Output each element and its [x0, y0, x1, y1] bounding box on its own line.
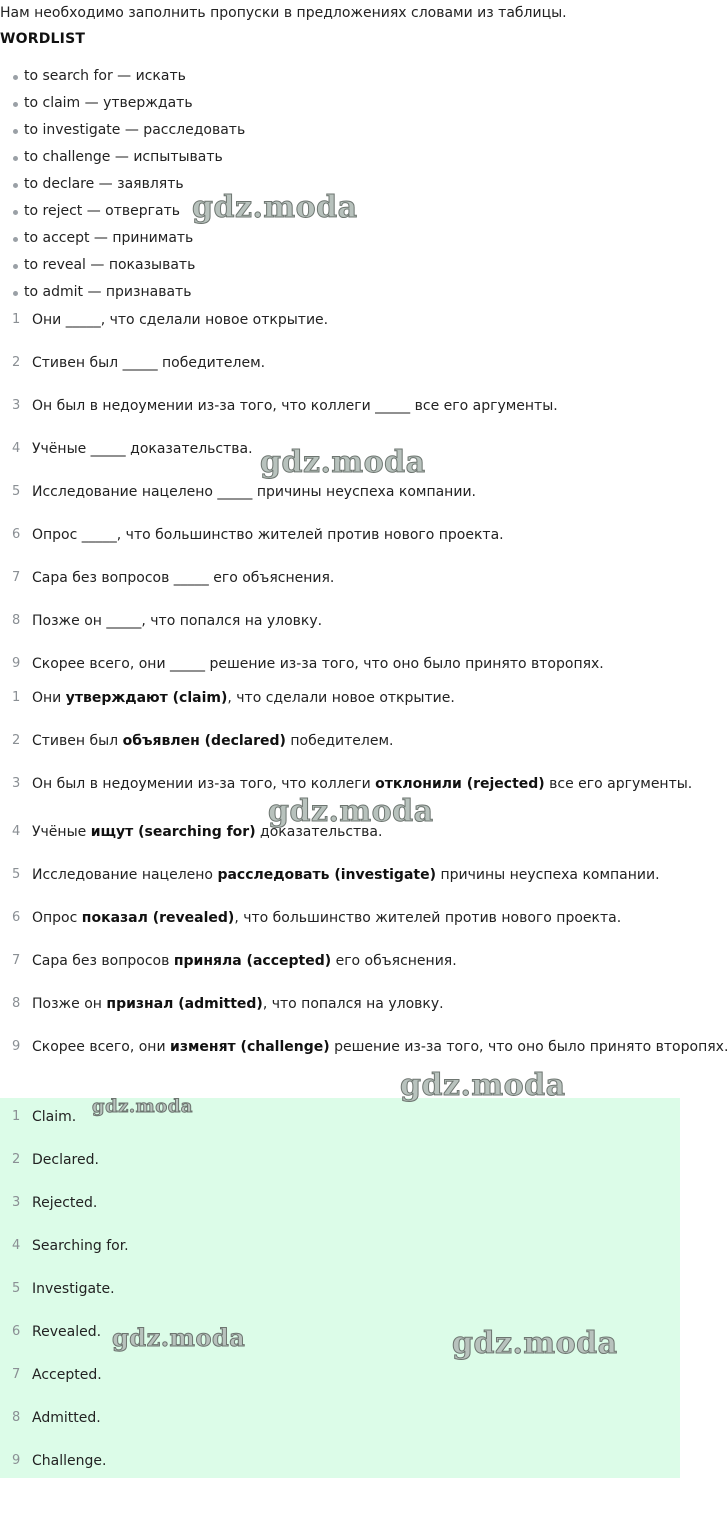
task-instruction: Нам необходимо заполнить пропуски в предложениях словами из таблицы.: [0, 5, 567, 21]
wordlist-heading: WORDLIST: [0, 31, 86, 47]
item-number: 2: [12, 355, 21, 370]
wordlist: [0, 66, 245, 309]
item-number: 9: [12, 1039, 21, 1054]
bullet-icon: [13, 156, 18, 161]
wordlist-item: to claim — утверждать: [0, 93, 245, 120]
wordlist-item: to challenge — испытывать: [0, 147, 245, 174]
item-number: 5: [12, 1281, 21, 1296]
bullet-icon: [13, 210, 18, 215]
bullet-icon: [13, 129, 18, 134]
answer-item: 3 Он был в недоумении из-за того, что коллеги отклонили (rejected) все его аргументы.: [0, 770, 680, 813]
item-number: 7: [12, 570, 21, 585]
item-number: 2: [12, 1152, 21, 1167]
item-number: 4: [12, 824, 21, 839]
question-list: [0, 306, 680, 693]
wordlist-item: to search for — искать: [0, 66, 245, 93]
short-answer-item: 4 Searching for.: [0, 1232, 680, 1275]
question-item: 7 Сара без вопросов _____ его объяснения.: [0, 564, 680, 607]
answer-list: [0, 684, 728, 1081]
question-item: 9 Скорее всего, они _____ решение из-за того, что оно было принято второпях.: [0, 650, 680, 693]
question-item: 2 Стивен был _____ победителем.: [0, 349, 680, 392]
item-number: 1: [12, 1109, 21, 1124]
item-number: 9: [12, 656, 21, 671]
bullet-icon: [13, 237, 18, 242]
item-number: 8: [12, 613, 21, 628]
wordlist-item: to admit — признавать: [0, 282, 245, 309]
item-number: 9: [12, 1453, 21, 1468]
short-answer-item: 9 Challenge.: [0, 1447, 680, 1490]
watermark: gdz.moda: [260, 445, 426, 480]
answer-item: 8 Позже он признал (admitted), что попался на уловку.: [0, 990, 680, 1033]
question-item: 1 Они _____, что сделали новое открытие.: [0, 306, 680, 349]
item-number: 6: [12, 1324, 21, 1339]
answer-item: 5 Исследование нацелено расследовать (investigate) причины неуспеха компании.: [0, 861, 680, 904]
answer-word: показал (revealed): [81, 910, 235, 926]
short-answer-list: [0, 1103, 680, 1490]
bullet-icon: [13, 75, 18, 80]
watermark: gdz.moda: [400, 1068, 566, 1103]
item-number: 8: [12, 1410, 21, 1425]
wordlist-item: to investigate — расследовать: [0, 120, 245, 147]
watermark: gdz.moda: [112, 1323, 246, 1352]
answer-item: 2 Стивен был объявлен (declared) победителем.: [0, 727, 680, 770]
item-number: 5: [12, 484, 21, 499]
item-number: 3: [12, 776, 21, 791]
answer-item: 6 Опрос показал (revealed), что большинство жителей против нового проекта.: [0, 904, 680, 947]
short-answer-item: 3 Rejected.: [0, 1189, 680, 1232]
item-number: 3: [12, 398, 21, 413]
question-item: 6 Опрос _____, что большинство жителей против нового проекта.: [0, 521, 680, 564]
item-number: 2: [12, 733, 21, 748]
answer-item: 9 Скорее всего, они изменят (challenge) решение из-за того, что оно было принято второпях.: [0, 1033, 680, 1076]
question-item: 3 Он был в недоумении из-за того, что коллеги _____ все его аргументы.: [0, 392, 680, 435]
short-answer-item: 6 Revealed.: [0, 1318, 680, 1361]
bullet-icon: [13, 102, 18, 107]
item-number: 7: [12, 1367, 21, 1382]
answer-item: 4 Учёные ищут (searching for) доказательства.: [0, 818, 680, 861]
short-answer-item: 8 Admitted.: [0, 1404, 680, 1447]
bullet-icon: [13, 264, 18, 269]
item-number: 4: [12, 1238, 21, 1253]
item-number: 6: [12, 910, 21, 925]
watermark: gdz.moda: [452, 1326, 618, 1361]
wordlist-item: to accept — принимать: [0, 228, 245, 255]
watermark: gdz.moda: [268, 794, 434, 829]
answer-item: 7 Сара без вопросов приняла (accepted) его объяснения.: [0, 947, 680, 990]
answer-word: утверждают (claim): [65, 690, 228, 706]
item-number: 1: [12, 690, 21, 705]
short-answer-item: 5 Investigate.: [0, 1275, 680, 1318]
bullet-icon: [13, 291, 18, 296]
answer-word: расследовать (investigate): [217, 867, 436, 883]
watermark: gdz.moda: [92, 1096, 193, 1117]
item-number: 7: [12, 953, 21, 968]
item-number: 5: [12, 867, 21, 882]
answer-word: приняла (accepted): [173, 953, 332, 969]
watermark: gdz.moda: [192, 190, 358, 225]
question-item: 8 Позже он _____, что попался на уловку.: [0, 607, 680, 650]
item-number: 3: [12, 1195, 21, 1210]
item-number: 4: [12, 441, 21, 456]
short-answer-item: 7 Accepted.: [0, 1361, 680, 1404]
answer-word: изменят (challenge): [170, 1039, 330, 1055]
item-number: 8: [12, 996, 21, 1011]
short-answer-item: 1 Claim.: [0, 1103, 680, 1146]
answer-word: объявлен (declared): [122, 733, 286, 749]
bullet-icon: [13, 183, 18, 188]
answer-item: 1 Они утверждают (claim), что сделали новое открытие.: [0, 684, 680, 727]
item-number: 1: [12, 312, 21, 327]
answer-word: признал (admitted): [106, 996, 263, 1012]
wordlist-item: to declare — заявлять: [0, 174, 245, 201]
short-answer-item: 2 Declared.: [0, 1146, 680, 1189]
wordlist-item: to reject — отвергать: [0, 201, 245, 228]
wordlist-item: to reveal — показывать: [0, 255, 245, 282]
question-item: 5 Исследование нацелено _____ причины неуспеха компании.: [0, 478, 680, 521]
answer-word: ищут (searching for): [90, 824, 256, 840]
answer-word: отклонили (rejected): [375, 776, 545, 792]
question-item: 4 Учёные _____ доказательства.: [0, 435, 680, 478]
item-number: 6: [12, 527, 21, 542]
